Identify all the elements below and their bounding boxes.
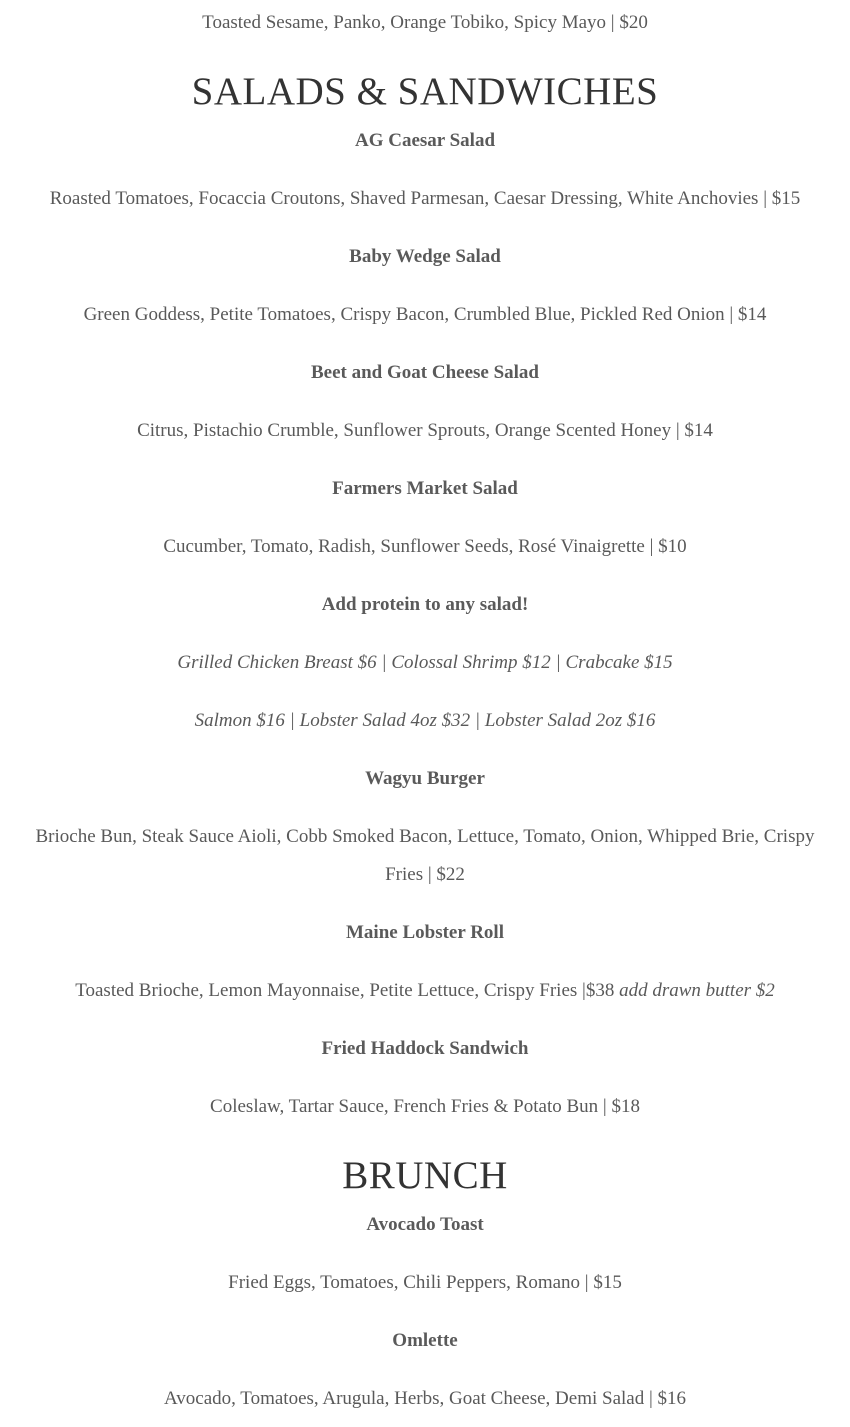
menu-item-description: Citrus, Pistachio Crumble, Sunflower Sprouts, Orange Scented Honey | $14 bbox=[137, 420, 713, 441]
menu-item-name: Wagyu Burger bbox=[365, 768, 485, 789]
menu-item-name: Avocado Toast bbox=[366, 1214, 484, 1235]
menu-item-description: Cucumber, Tomato, Radish, Sunflower Seeds, Rosé Vinaigrette | $10 bbox=[163, 536, 687, 557]
section-heading-brunch: BRUNCH bbox=[342, 1154, 508, 1197]
menu-item-description-text: Toasted Brioche, Lemon Mayonnaise, Petite Lettuce, Crispy Fries |$38 bbox=[75, 980, 615, 1001]
protein-addon-options: Grilled Chicken Breast $6 | Colossal Shrimp $12 | Crabcake $15 bbox=[177, 652, 673, 673]
menu-item-description: Roasted Tomatoes, Focaccia Croutons, Shaved Parmesan, Caesar Dressing, White Anchovies | $15 bbox=[49, 188, 801, 209]
section-heading-salads-sandwiches: SALADS & SANDWICHES bbox=[191, 70, 659, 113]
item-description: Toasted Sesame, Panko, Orange Tobiko, Spicy Mayo | $20 bbox=[202, 12, 648, 33]
menu-item-name: Farmers Market Salad bbox=[332, 478, 518, 499]
menu-item-name: Fried Haddock Sandwich bbox=[321, 1038, 529, 1059]
menu-item-description bbox=[0, 972, 850, 1010]
menu-item-name: Omlette bbox=[392, 1330, 458, 1351]
menu-item-name: Baby Wedge Salad bbox=[349, 246, 501, 267]
menu-item-name: Maine Lobster Roll bbox=[346, 922, 504, 943]
protein-addon-options: Salmon $16 | Lobster Salad 4oz $32 | Lobster Salad 2oz $16 bbox=[194, 710, 656, 731]
menu-item-name: Beet and Goat Cheese Salad bbox=[311, 362, 539, 383]
protein-addon-title: Add protein to any salad! bbox=[321, 594, 529, 615]
menu-item-description: Avocado, Tomatoes, Arugula, Herbs, Goat Cheese, Demi Salad | $16 bbox=[163, 1388, 687, 1409]
menu-item-description: Fried Eggs, Tomatoes, Chili Peppers, Romano | $15 bbox=[228, 1272, 622, 1293]
menu-item-addon-note: add drawn butter $2 bbox=[619, 980, 775, 1001]
menu-item-name: AG Caesar Salad bbox=[354, 130, 496, 151]
menu-item-description: Coleslaw, Tartar Sauce, French Fries & Potato Bun | $18 bbox=[210, 1096, 640, 1117]
menu-item-description: Brioche Bun, Steak Sauce Aioli, Cobb Smoked Bacon, Lettuce, Tomato, Onion, Whipped Brie, Crispy Fries | $22 bbox=[35, 826, 815, 885]
menu-item-description: Green Goddess, Petite Tomatoes, Crispy Bacon, Crumbled Blue, Pickled Red Onion | $14 bbox=[83, 304, 767, 325]
